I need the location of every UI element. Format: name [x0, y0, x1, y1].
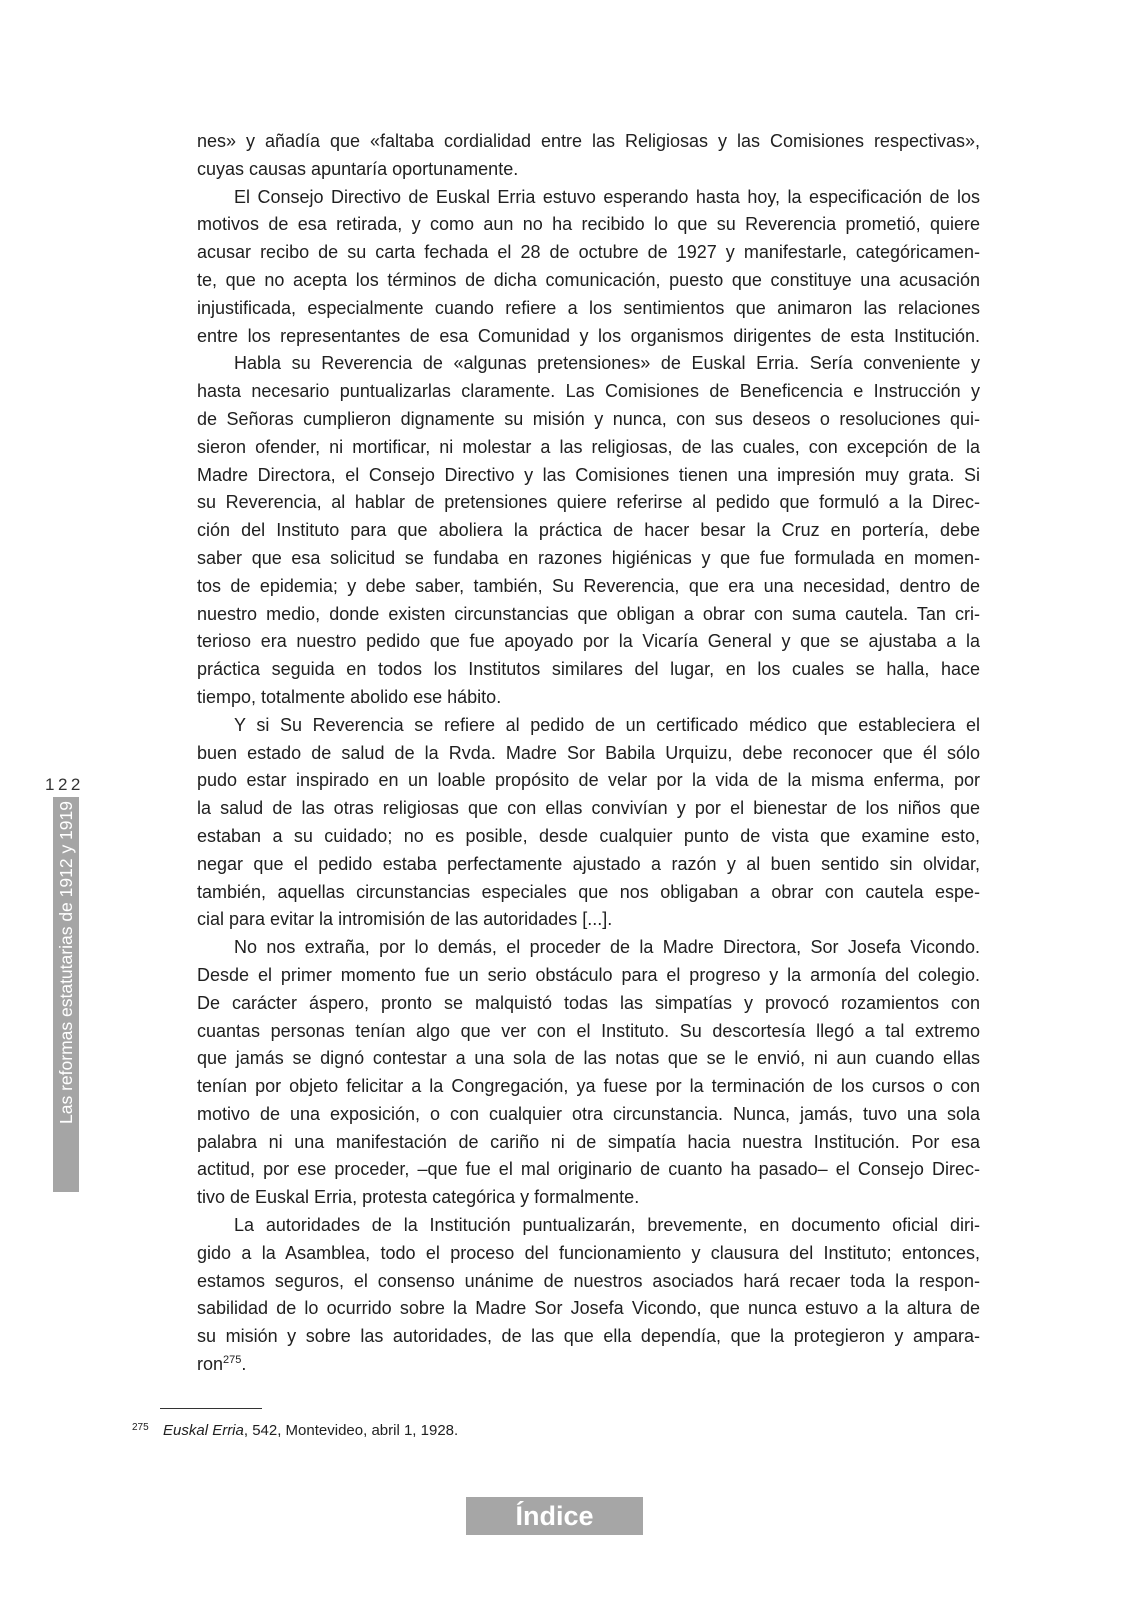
text-line: saber que esa solicitud se fundaba en razones higiénicas y que fue formulada en momen- — [197, 547, 980, 568]
text-line: injustificada, especialmente cuando refiere a los sentimientos que animaron las relaciones — [197, 297, 980, 318]
text-line: tos de epidemia; y debe saber, también, Su Reverencia, que era una necesidad, dentro de — [197, 575, 980, 596]
text-line: Desde el primer momento fue un serio obstáculo para el progreso y la armonía del colegio. — [197, 964, 980, 985]
footnote-number: 275 — [132, 1422, 149, 1433]
text-line: nuestro medio, donde existen circunstancias que obligan a obrar con suma cautela. Tan cri- — [197, 603, 980, 624]
text-line: ción del Instituto para que aboliera la práctica de hacer besar la Cruz en portería, debe — [197, 520, 980, 541]
text-line: de Señoras cumplieron dignamente su misión y nunca, con sus deseos o resoluciones qui- — [197, 408, 980, 429]
body-paragraph — [197, 350, 980, 711]
page-number: 122 — [45, 775, 84, 794]
text-fragment: . — [241, 1354, 247, 1375]
text-line: palabra ni una manifestación de cariño ni de simpatía hacia nuestra Institución. Por esa — [197, 1131, 980, 1152]
text-line: hasta necesario puntualizarlas claramente. Las Comisiones de Beneficencia e Instrucción y — [197, 381, 980, 402]
body-text — [197, 128, 980, 1379]
text-line: actitud, por ese proceder, –que fue el mal originario de cuanto ha pasado– el Consejo Direc- — [197, 1159, 980, 1180]
text-line: De carácter áspero, pronto se malquistó todas las simpatías y provocó rozamientos con — [197, 992, 980, 1013]
text-line: gido a la Asamblea, todo el proceso del funcionamiento y clausura del Instituto; entonces, — [197, 1242, 980, 1263]
body-paragraph — [197, 184, 980, 351]
text-line: la salud de las otras religiosas que con ellas convivían y por el bienestar de los niños que — [197, 798, 980, 819]
text-line: motivos de esa retirada, y como aun no ha recibido lo que su Reverencia prometió, quiere — [197, 214, 980, 235]
text-line — [197, 1351, 980, 1379]
text-line: tenían por objeto felicitar a la Congregación, ya fuese por la terminación de los cursos o con — [197, 1076, 980, 1097]
text-line: cuantas personas tenían algo que ver con el Instituto. Su descortesía llegó a tal extremo — [197, 1020, 980, 1041]
footnote-reference[interactable]: 275 — [223, 1354, 242, 1367]
text-line: sieron ofender, ni mortificar, ni molestar a las religiosas, de las cuales, con excepción de la — [197, 436, 980, 457]
body-paragraph — [197, 128, 980, 184]
text-line: Habla su Reverencia de «algunas pretensiones» de Euskal Erria. Sería conveniente y — [234, 353, 980, 374]
text-line: nes» y añadía que «faltaba cordialidad entre las Religiosas y las Comisiones respectivas», — [197, 131, 980, 151]
text-line: que jamás se dignó contestar a una sola de las notas que se le envió, ni aun cuando ellas — [197, 1048, 980, 1069]
text-line: La autoridades de la Institución puntualizarán, brevemente, en documento oficial diri- — [234, 1215, 980, 1236]
index-button[interactable]: Índice — [466, 1497, 643, 1535]
text-line: entre los representantes de esa Comunidad y los organismos dirigentes de esta Institución. — [197, 325, 980, 346]
text-line: estamos seguros, el consenso unánime de nuestros asociados hará recaer toda la respon- — [197, 1270, 980, 1291]
body-paragraph — [197, 712, 980, 934]
text-line: práctica seguida en todos los Institutos similares del lugar, en los cuales se halla, hace — [197, 659, 980, 680]
text-line: su Reverencia, al hablar de pretensiones quiere referirse al pedido que formuló a la Direc- — [197, 492, 980, 513]
text-line: El Consejo Directivo de Euskal Erria estuvo esperando hasta hoy, la especificación de los — [234, 186, 980, 207]
running-head-tab — [53, 797, 79, 1192]
text-line: acusar recibo de su carta fechada el 28 de octubre de 1927 y manifestarle, categóricamen- — [197, 242, 980, 263]
footnote-source-title: Euskal Erria — [163, 1422, 244, 1439]
text-fragment: ron — [197, 1354, 224, 1375]
text-line: estaban a su cuidado; no es posible, desde cualquier punto de vista que examine esto, — [197, 825, 980, 846]
footnote-details: , 542, Montevideo, abril 1, 1928. — [243, 1422, 459, 1439]
text-line: Madre Directora, el Consejo Directivo y las Comisiones tienen una impresión muy grata. Si — [197, 464, 980, 485]
text-line: tivo de Euskal Erria, protesta categórica y formalmente. — [197, 1187, 640, 1208]
text-line: sabilidad de lo ocurrido sobre la Madre Sor Josefa Vicondo, que nunca estuvo a la altura de — [197, 1298, 980, 1319]
text-line: también, aquellas circunstancias especiales que nos obligaban a obrar con cautela espe- — [197, 881, 980, 902]
running-head: Las reformas estatutarias de 1912 y 1919 — [56, 801, 76, 1124]
text-line: pudo estar inspirado en un loable propósito de velar por la vida de la misma enferma, por — [197, 770, 980, 791]
text-line: buen estado de salud de la Rvda. Madre Sor Babila Urquizu, debe reconocer que él sólo — [197, 742, 980, 763]
text-line: motivo de una exposición, o con cualquier otra circunstancia. Nunca, jamás, tuvo una sola — [197, 1103, 980, 1124]
text-line: Y si Su Reverencia se refiere al pedido de un certificado médico que estableciera el — [234, 714, 980, 735]
text-line: te, que no acepta los términos de dicha comunicación, puesto que constituye una acusación — [197, 269, 980, 290]
text-line: su misión y sobre las autoridades, de las que ella dependía, que la protegieron y ampara- — [197, 1326, 980, 1347]
text-line: negar que el pedido estaba perfectamente ajustado a razón y al buen sentido sin olvidar, — [197, 853, 980, 874]
text-line: cuyas causas apuntaría oportunamente. — [197, 158, 519, 179]
text-line: No nos extraña, por lo demás, el proceder de la Madre Directora, Sor Josefa Vicondo. — [234, 937, 980, 958]
footnote-rule — [160, 1408, 262, 1409]
text-line: cial para evitar la intromisión de las autoridades [...]. — [197, 909, 613, 930]
text-line: terioso era nuestro pedido que fue apoyado por la Vicaría General y que se ajustaba a la — [197, 631, 980, 652]
body-paragraph — [197, 934, 980, 1212]
text-line: tiempo, totalmente abolido ese hábito. — [197, 686, 502, 707]
body-paragraph — [197, 1212, 980, 1379]
footnote — [132, 1421, 458, 1443]
